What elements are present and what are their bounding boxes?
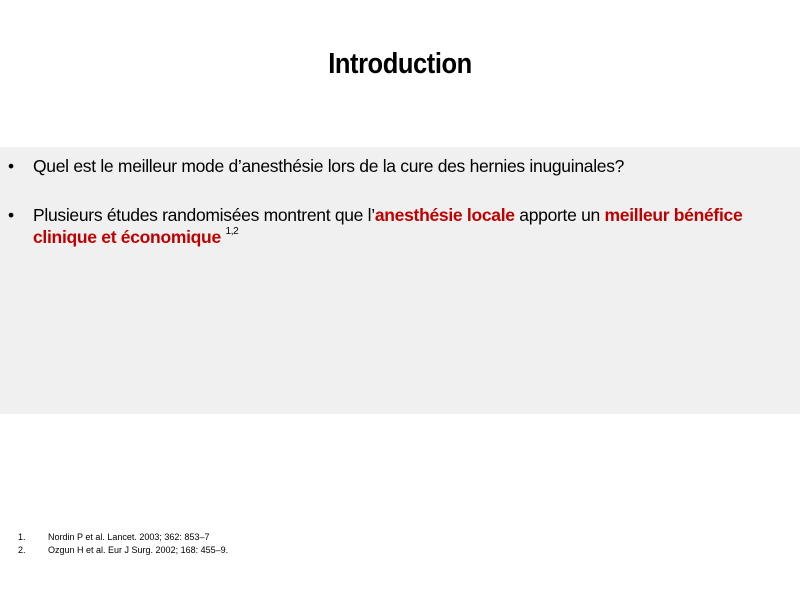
bullet-text-part: Plusieurs études randomisées montrent que l’ bbox=[33, 205, 375, 225]
reference-item bbox=[0, 531, 800, 544]
reference-item bbox=[0, 544, 800, 557]
bullet-text bbox=[33, 204, 794, 248]
highlight-anesthesie-locale: anesthésie locale bbox=[374, 205, 515, 225]
reference-number: 2. bbox=[18, 545, 26, 555]
content-box bbox=[0, 147, 800, 414]
highlight-benefice: meilleur bénéfice clinique et économique bbox=[33, 205, 743, 247]
bullet-text-part: apporte un bbox=[514, 205, 605, 225]
slide-title: Introduction bbox=[328, 48, 472, 80]
reference-text: Nordin P et al. Lancet. 2003; 362: 853–7 bbox=[48, 532, 210, 542]
reference-text: Ozgun H et al. Eur J Surg. 2002; 168: 455–9. bbox=[48, 545, 229, 555]
references bbox=[0, 531, 800, 557]
citation-superscript: 1,2 bbox=[225, 226, 239, 238]
bullet-text: Quel est le meilleur mode d’anesthésie lors de la cure des hernies inuguinales? bbox=[33, 156, 625, 176]
bullet-marker: • bbox=[8, 205, 14, 225]
bullet-marker: • bbox=[8, 156, 14, 176]
reference-number: 1. bbox=[18, 532, 26, 542]
